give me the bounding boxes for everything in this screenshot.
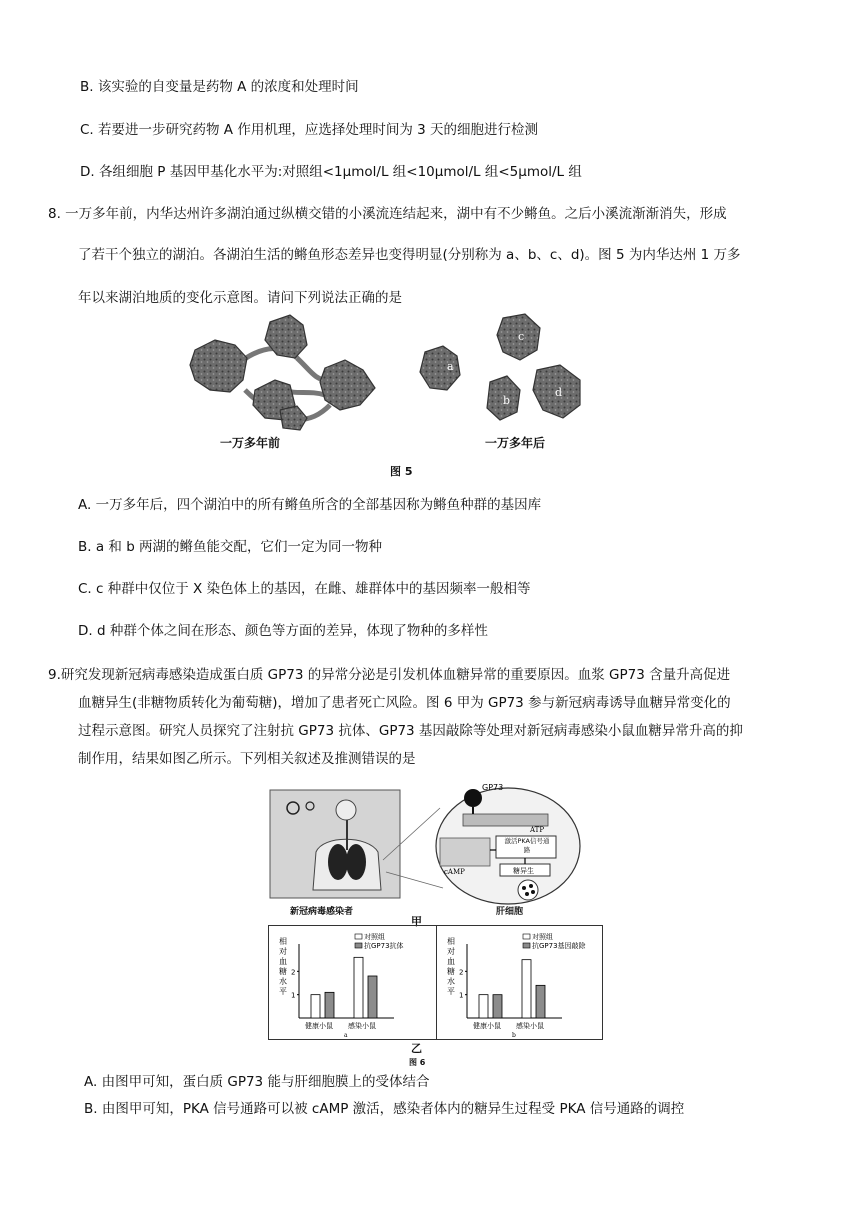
q9-option-a: A. 由图甲可知，蛋白质 GP73 能与肝细胞膜上的受体结合: [84, 1074, 430, 1090]
head-icon: [336, 800, 356, 820]
q9-option-b: B. 由图甲可知，PKA 信号通路可以被 cAMP 激活，感染者体内的糖异生过程受 PKA 信号通路的调控: [84, 1101, 685, 1117]
lung-left-icon: [328, 844, 348, 880]
bar-treatment: [536, 985, 545, 1018]
y-axis-label-char: 对: [279, 947, 287, 956]
liver-cell-caption: 肝细胞: [496, 907, 524, 917]
q7-option-c: C. 若要进一步研究药物 A 作用机理，应选择处理时间为 3 天的细胞进行检测: [80, 122, 538, 138]
x-category-label: 健康小鼠: [473, 1022, 501, 1030]
q8-option-c: C. c 种群中仅位于 X 染色体上的基因，在雌、雄群体中的基因频率一般相等: [78, 581, 531, 597]
glucose-cluster-icon: [518, 880, 538, 900]
lake-label-a: a: [447, 360, 454, 373]
legend-label: 对照组: [532, 933, 553, 941]
y-axis-label-char: 平: [447, 987, 455, 996]
y-axis-label-char: 水: [447, 977, 455, 986]
y-tick-label: 2: [459, 968, 464, 977]
q8-stem-line-2: 了若干个独立的湖泊。各湖泊生活的鳉鱼形态差异也变得明显(分别称为 a、b、c、d)。图 5 为内华达州 1 万多: [78, 247, 741, 263]
gp73-protein-icon: [464, 789, 482, 807]
legend-swatch: [355, 943, 362, 948]
infected-person-caption: 新冠病毒感染者: [290, 907, 354, 917]
gp73-label: GP73: [482, 783, 504, 792]
q8-option-b: B. a 和 b 两湖的鳉鱼能交配，它们一定为同一物种: [78, 539, 383, 555]
legend-swatch: [523, 934, 530, 939]
x-category-label: 感染小鼠: [516, 1022, 544, 1030]
lake-label-c: c: [518, 330, 525, 343]
figure-6-jia: [268, 780, 603, 920]
y-axis-label-char: 糖: [279, 967, 287, 976]
y-axis-label-char: 血: [279, 957, 287, 966]
receptor-membrane: [463, 814, 548, 826]
y-axis-label-char: 对: [447, 947, 455, 956]
q9-stem-line-2: 血糖异生(非糖物质转化为葡萄糖)，增加了患者死亡风险。图 6 甲为 GP73 参与新冠病毒诱导血糖异常变化的: [78, 695, 731, 711]
lake-map-illustration: [185, 310, 585, 482]
y-axis-label-char: 血: [447, 957, 455, 966]
q8-stem-line-1: 8. 一万多年前，内华达州许多湖泊通过纵横交错的小溪流连结起来，湖中有不少鳉鱼。之后小溪流渐渐消失，形成: [48, 206, 727, 222]
figure-5-caption: 图 5: [390, 465, 413, 478]
y-tick-label: 1: [459, 991, 464, 1000]
label-after: 一万多年后: [485, 436, 546, 450]
figure-5: [185, 310, 585, 482]
y-tick-label: 1: [291, 991, 296, 1000]
bar-chart-a: [269, 926, 435, 1039]
y-axis-label-char: 相: [279, 937, 287, 946]
legend-swatch: [523, 943, 530, 948]
lakes-before: [190, 315, 375, 430]
y-axis-label-char: 平: [279, 987, 287, 996]
x-category-label: 健康小鼠: [305, 1022, 333, 1030]
infection-diagram: [268, 780, 603, 920]
bar-chart-b: [437, 926, 603, 1039]
y-axis-label-char: 相: [447, 937, 455, 946]
y-axis-label-char: 水: [279, 977, 287, 986]
x-category-label: 感染小鼠: [348, 1022, 376, 1030]
gluconeogenesis-label: 糖异生: [513, 867, 534, 875]
chart-sublabel: b: [512, 1032, 516, 1039]
camp-label: cAMP: [444, 868, 465, 876]
chart-sublabel: a: [344, 1032, 348, 1039]
bar-control: [354, 957, 363, 1018]
y-tick-label: 2: [291, 968, 296, 977]
bar-control: [479, 995, 488, 1018]
bar-treatment: [493, 995, 502, 1018]
q7-option-d: D. 各组细胞 P 基因甲基化水平为:对照组<1μmol/L 组<10μmol/L 组<5μmol/L 组: [80, 164, 582, 180]
legend-label: 对照组: [364, 933, 385, 941]
bar-control: [522, 960, 531, 1018]
q9-stem-line-1: 9.研究发现新冠病毒感染造成蛋白质 GP73 的异常分泌是引发机体血糖异常的重要原因。血浆 GP73 含量升高促进: [48, 667, 731, 683]
q9-stem-line-4: 制作用，结果如图乙所示。下列相关叙述及推测错误的是: [78, 751, 416, 767]
figure-yi-label: 乙: [411, 1042, 422, 1055]
figure-jia-label: 甲: [411, 915, 422, 928]
lake-label-b: b: [503, 394, 511, 407]
q8-stem-line-3: 年以来湖泊地质的变化示意图。请问下列说法正确的是: [78, 290, 402, 306]
q8-option-d: D. d 种群个体之间在形态、颜色等方面的差异，体现了物种的多样性: [78, 623, 488, 639]
legend-label: 抗GP73抗体: [364, 942, 404, 950]
pka-label: 激活PKA信号通路: [504, 837, 550, 854]
legend-swatch: [355, 934, 362, 939]
bar-treatment: [325, 992, 334, 1018]
lakes-after: [420, 314, 580, 420]
q9-stem-line-3: 过程示意图。研究人员探究了注射抗 GP73 抗体、GP73 基因敲除等处理对新冠病毒感染小鼠血糖异常升高的抑: [78, 723, 743, 739]
figure-6-yi: [268, 925, 603, 1040]
y-axis-label-char: 糖: [447, 967, 455, 976]
lung-right-icon: [346, 844, 366, 880]
legend-label: 抗GP73基因敲除: [532, 942, 586, 950]
q8-option-a: A. 一万多年后，四个湖泊中的所有鳉鱼所含的全部基因称为鳉鱼种群的基因库: [78, 497, 542, 513]
bar-control: [311, 995, 320, 1018]
atp-label: ATP: [530, 826, 545, 834]
lake-label-d: d: [555, 386, 563, 399]
q7-option-b: B. 该实验的自变量是药物 A 的浓度和处理时间: [80, 79, 359, 95]
label-before: 一万多年前: [220, 436, 281, 450]
figure-6-caption: 图 6: [409, 1058, 426, 1067]
bar-treatment: [368, 976, 377, 1018]
